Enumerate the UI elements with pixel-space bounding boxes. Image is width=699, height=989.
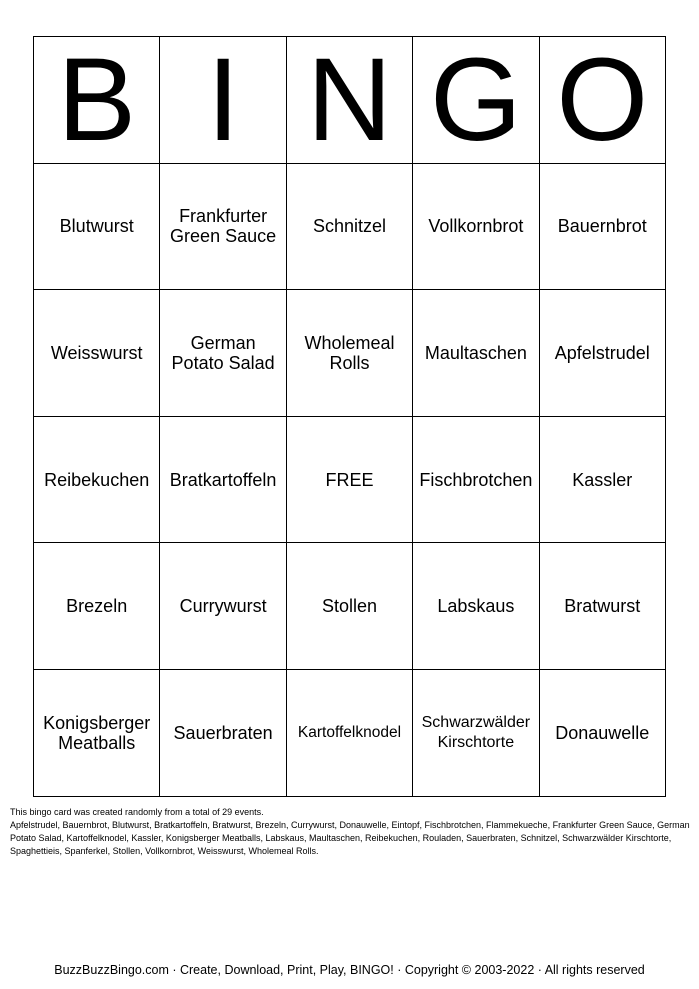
bingo-row-5 bbox=[34, 669, 666, 796]
card-summary: This bingo card was created randomly from a total of 29 events. bbox=[10, 807, 264, 817]
header-letter-i: I bbox=[160, 37, 286, 164]
bingo-cell: Konigsberger Meatballs bbox=[34, 669, 160, 796]
bingo-cell: Bratkartoffeln bbox=[160, 416, 286, 543]
bingo-cell: Donauwelle bbox=[539, 669, 665, 796]
page-footer: BuzzBuzzBingo.com · Create, Download, Print, Play, BINGO! · Copyright © 2003-2022 · All rights reserved bbox=[54, 963, 645, 977]
bingo-cell: Vollkornbrot bbox=[413, 163, 539, 290]
bingo-row-3 bbox=[34, 416, 666, 543]
bingo-row-4 bbox=[34, 543, 666, 670]
bingo-cell: German Potato Salad bbox=[160, 290, 286, 417]
bingo-cell: Stollen bbox=[286, 543, 412, 670]
header-letter-o: O bbox=[539, 37, 665, 164]
bingo-cell: Frankfurter Green Sauce bbox=[160, 163, 286, 290]
bingo-card bbox=[33, 36, 666, 797]
bingo-cell: Maultaschen bbox=[413, 290, 539, 417]
header-letter-g: G bbox=[413, 37, 539, 164]
bingo-cell: Bratwurst bbox=[539, 543, 665, 670]
bingo-cell: Kassler bbox=[539, 416, 665, 543]
bingo-cell: Reibekuchen bbox=[34, 416, 160, 543]
bingo-cell: Apfelstrudel bbox=[539, 290, 665, 417]
header-row bbox=[34, 37, 666, 164]
bingo-row-1 bbox=[34, 163, 666, 290]
bingo-cell: Blutwurst bbox=[34, 163, 160, 290]
bingo-cell: Fischbrotchen bbox=[413, 416, 539, 543]
header-letter-n: N bbox=[286, 37, 412, 164]
card-info bbox=[10, 806, 692, 858]
bingo-cell: Schnitzel bbox=[286, 163, 412, 290]
header-letter-b: B bbox=[34, 37, 160, 164]
bingo-cell: Sauerbraten bbox=[160, 669, 286, 796]
free-space-cell: FREE bbox=[286, 416, 412, 543]
bingo-cell: Labskaus bbox=[413, 543, 539, 670]
events-list: Apfelstrudel, Bauernbrot, Blutwurst, Bratkartoffeln, Bratwurst, Brezeln, Currywurst, Donauwelle, Eintopf, Fischbrotchen, Flammekueche, Frankfurter Green Sauce, German Potato Salad, Kartoffelknodel, Kassler, Konigsberger Meatballs, Labskaus, Maultaschen, Reibekuchen, Rouladen, Sauerbraten, Schnitzel, Schwarzwälder Kirschtorte, Spaghettieis, Spanferkel, Stollen, Vollkornbrot, Weisswurst, Wholemeal Rolls. bbox=[10, 820, 690, 856]
bingo-row-2 bbox=[34, 290, 666, 417]
bingo-cell: Brezeln bbox=[34, 543, 160, 670]
bingo-cell: Schwarzwälder Kirschtorte bbox=[413, 669, 539, 796]
bingo-cell: Wholemeal Rolls bbox=[286, 290, 412, 417]
bingo-cell: Bauernbrot bbox=[539, 163, 665, 290]
bingo-cell: Currywurst bbox=[160, 543, 286, 670]
bingo-cell: Weisswurst bbox=[34, 290, 160, 417]
bingo-cell: Kartoffelknodel bbox=[286, 669, 412, 796]
